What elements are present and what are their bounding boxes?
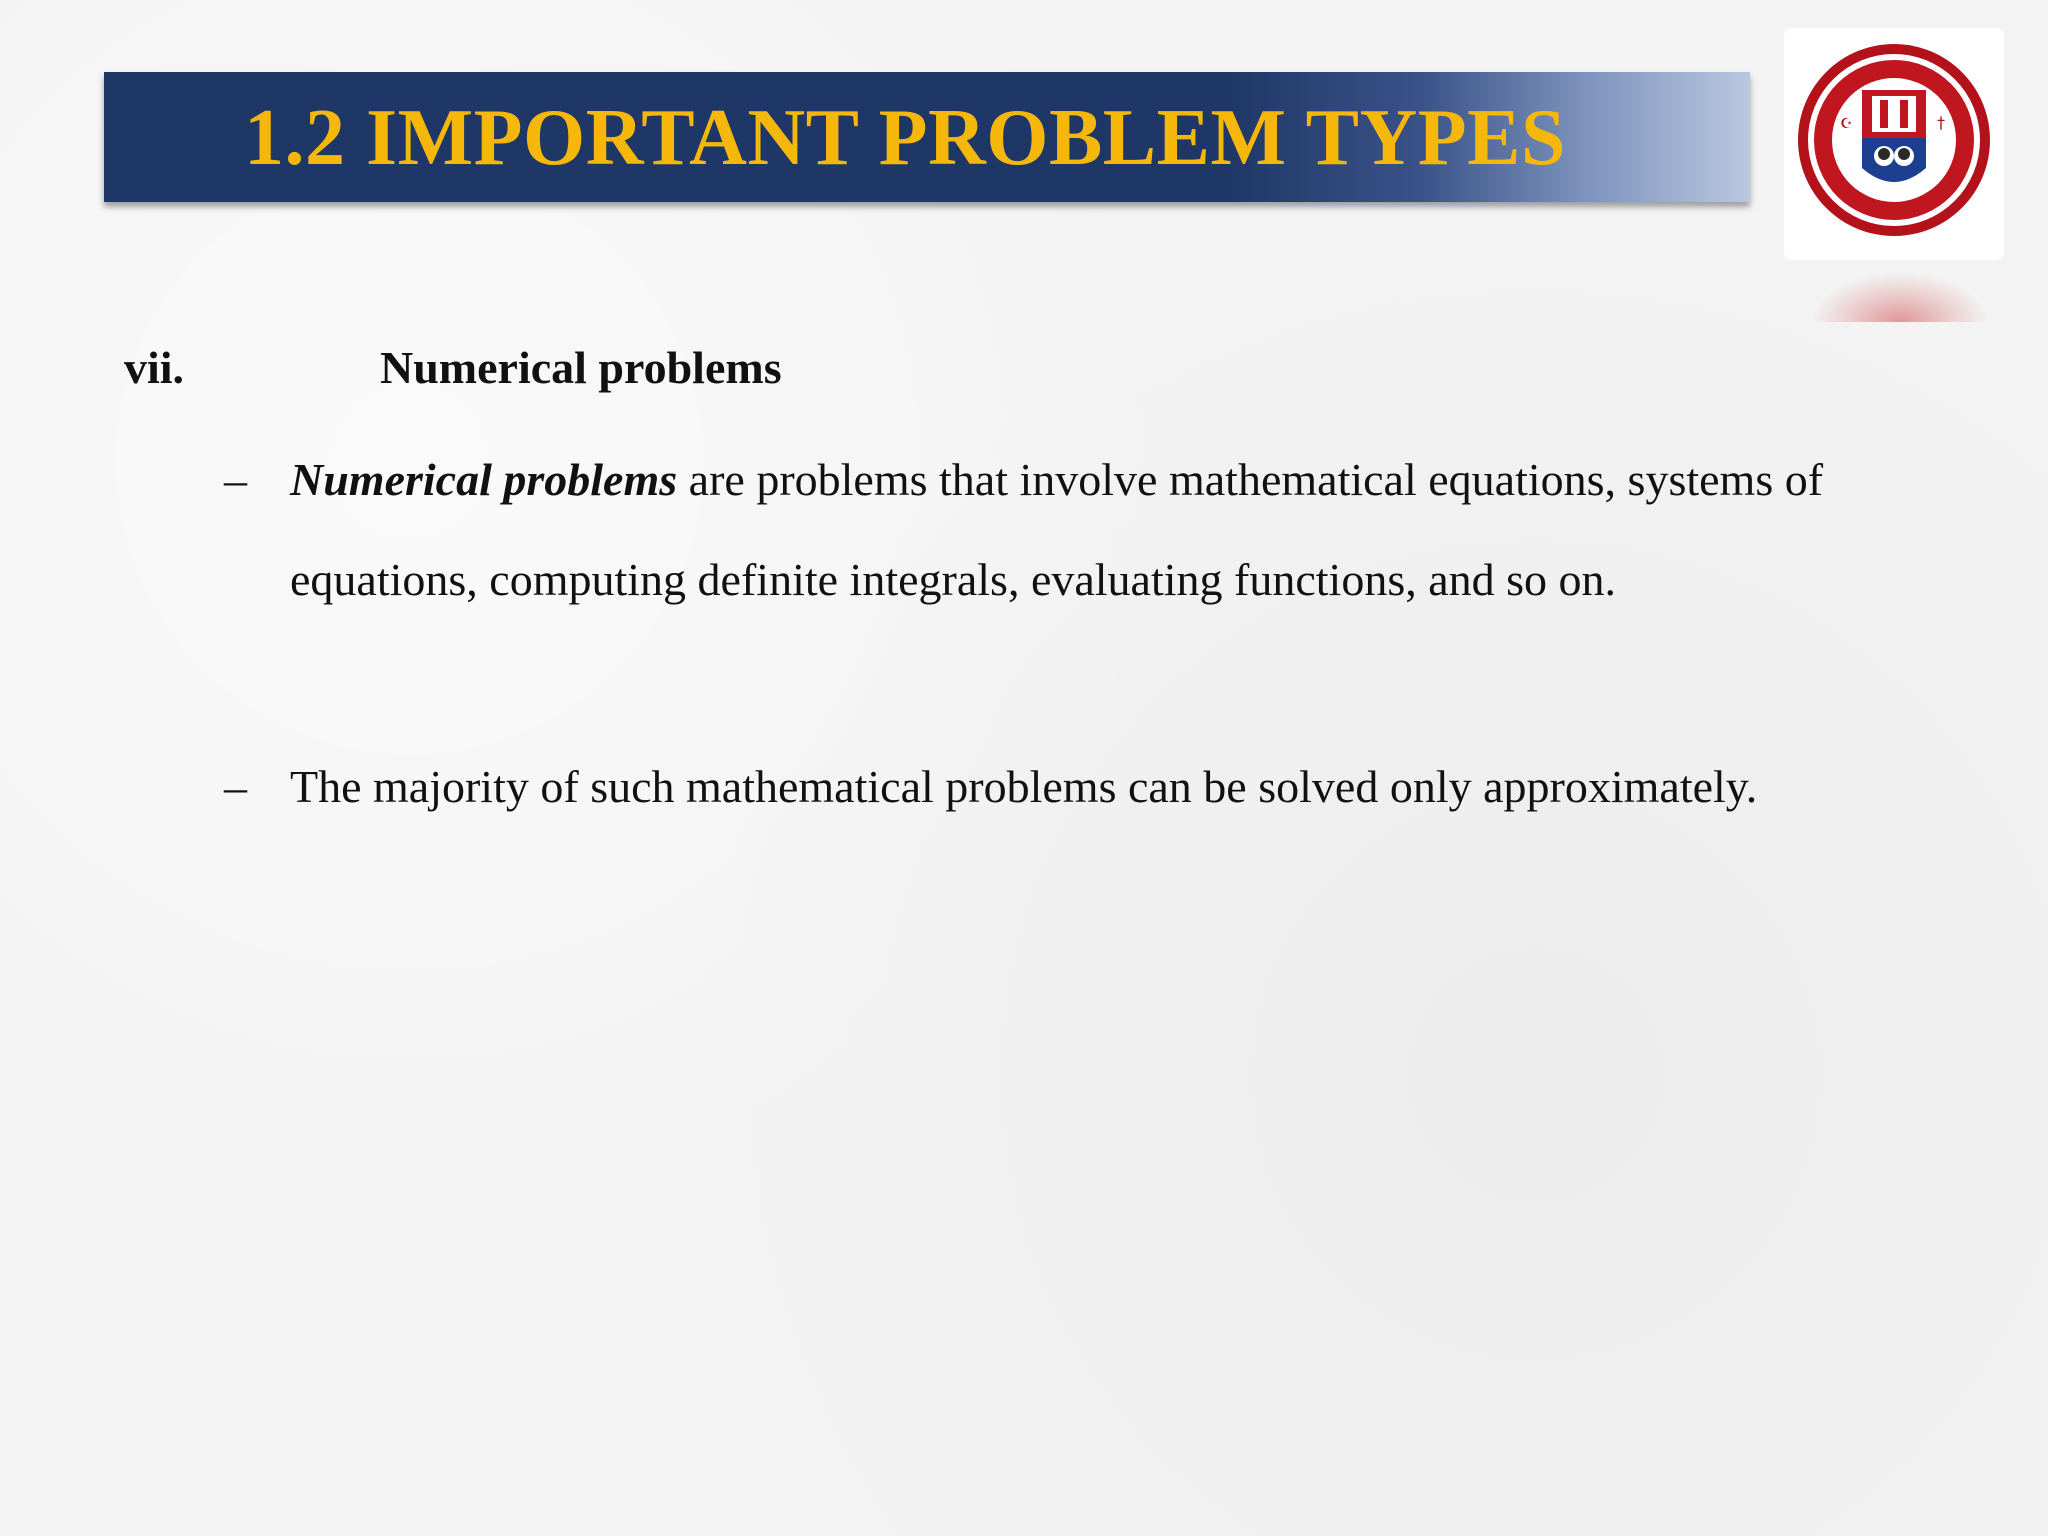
institution-seal-icon bbox=[1792, 38, 1996, 242]
slide-title: 1.2 IMPORTANT PROBLEM TYPES bbox=[244, 94, 1566, 182]
bullet-body: are problems that involve mathematical equations, systems of equations, computing definite integrals, evaluating functions, and so on. bbox=[290, 454, 1824, 605]
bullet-emphasis: Numerical problems bbox=[290, 454, 678, 505]
title-bar bbox=[104, 72, 1750, 202]
section-number: vii. bbox=[124, 342, 185, 393]
logo-reflection bbox=[1810, 272, 1990, 322]
svg-text:☪: ☪ bbox=[1840, 116, 1853, 132]
institution-logo bbox=[1784, 28, 2004, 260]
bullet-text bbox=[290, 737, 1930, 837]
bullet-marker: – bbox=[224, 761, 247, 812]
svg-text:†: † bbox=[1937, 113, 1945, 132]
bullet-item bbox=[224, 737, 1944, 937]
bullet-text bbox=[290, 430, 1930, 630]
bullet-body: The majority of such mathematical problems can be solved only approximately. bbox=[290, 761, 1758, 812]
section-heading-label: Numerical problems bbox=[380, 342, 782, 393]
bullet-item bbox=[224, 430, 1944, 730]
bullet-marker: – bbox=[224, 454, 247, 505]
